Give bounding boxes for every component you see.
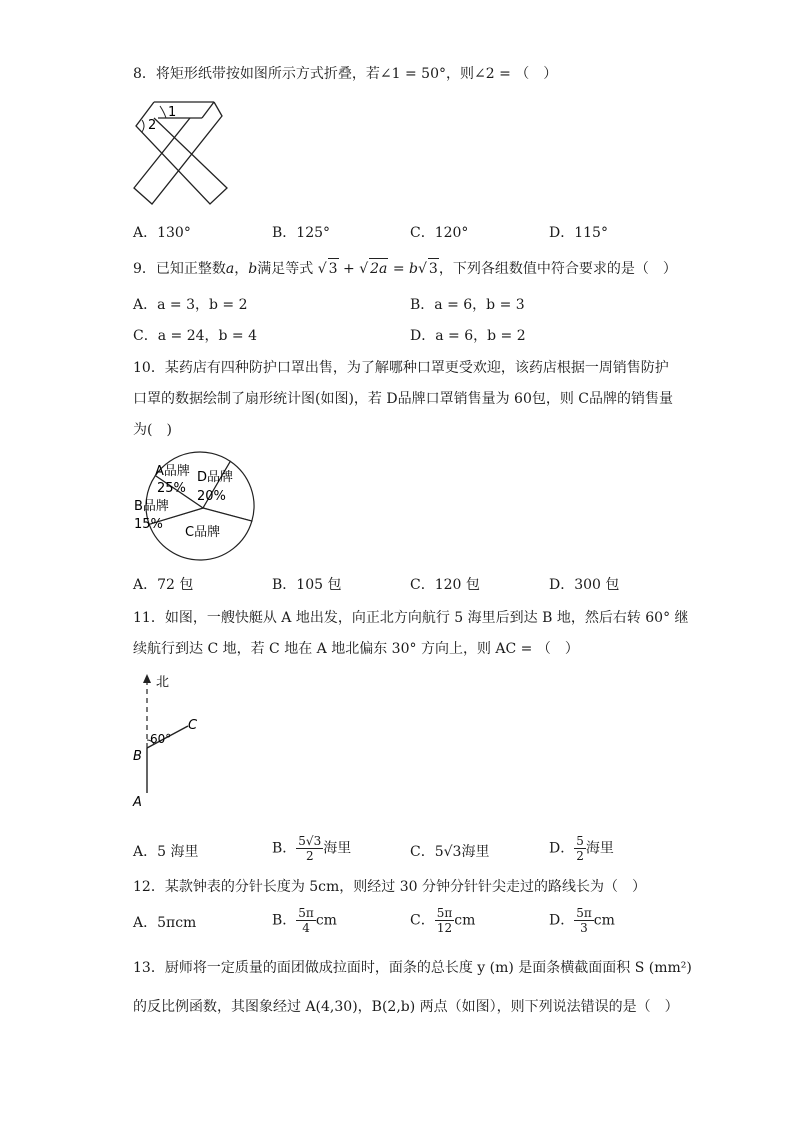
q10-stem-line3: 为( ): [133, 422, 172, 438]
q10-option-c[interactable]: C．120 包: [410, 577, 480, 593]
q10-stem-line2: 口罩的数据绘制了扇形统计图(如图)，若 D品牌口罩销售量为 60包，则 C品牌的销售量: [133, 391, 674, 407]
pie-label-d: D品牌: [197, 470, 234, 485]
q8-stem: 8．将矩形纸带按如图所示方式折叠，若∠1 = 50°，则∠2 = （ ）: [133, 66, 558, 82]
q9-stem: 9．已知正整数a，b满足等式 √ 3 + √ 2a = b√ 3，下列各组数值中符合要求的是（ ）: [133, 258, 677, 279]
q11-option-c[interactable]: C．5√3海里: [410, 844, 490, 860]
q9-option-c[interactable]: C．a = 24，b = 4: [133, 328, 258, 344]
q11-option-b[interactable]: B． $\frac{5√3}{2}$ 海里: [272, 834, 352, 863]
q10-option-b[interactable]: B．105 包: [272, 577, 342, 593]
q9-option-b[interactable]: B．a = 6，b = 3: [410, 297, 525, 313]
q12-option-d[interactable]: D． $\frac{5\pi}{3}$ cm: [549, 906, 615, 935]
pie-label-b: B品牌: [134, 499, 169, 514]
pie-value-b: 15%: [134, 517, 163, 532]
q10-option-d[interactable]: D．300 包: [549, 577, 620, 593]
q8-option-a[interactable]: A．130°: [133, 225, 191, 241]
pie-label-c: C品牌: [185, 525, 221, 540]
q9-option-a[interactable]: A．a = 3，b = 2: [133, 297, 248, 313]
pie-value-d: 20%: [197, 489, 226, 504]
q10-pie-chart: [130, 448, 270, 570]
q12-option-b[interactable]: B． $\frac{5\pi}{4}$ cm: [272, 906, 337, 935]
north-label: 北: [156, 675, 170, 690]
q11-option-d[interactable]: D． $\frac{5}{2}$ 海里: [549, 834, 614, 863]
point-b-label: B: [133, 749, 142, 764]
pie-value-a: 25%: [157, 481, 186, 496]
q12-stem: 12．某款钟表的分针长度为 5cm，则经过 30 分钟分针针尖走过的路线长为（ ）: [133, 879, 647, 895]
angle-1-label: 1: [168, 105, 177, 120]
q11-stem-line2: 续航行到达 C 地，若 C 地在 A 地北偏东 30° 方向上，则 AC = （ ）: [133, 641, 579, 657]
point-a-label: A: [133, 795, 142, 810]
q11-stem-line1: 11．如图，一艘快艇从 A 地出发，向正北方向航行 5 海里后到达 B 地，然后右转 60° 继: [133, 610, 689, 626]
angle-2-label: 2: [148, 118, 157, 133]
q8-figure: [130, 96, 230, 208]
q11-option-a[interactable]: A．5 海里: [133, 844, 199, 860]
q10-stem-line1: 10．某药店有四种防护口罩出售，为了解哪种口罩更受欢迎，该药店根据一周销售防护: [133, 360, 669, 376]
q8-option-b[interactable]: B．125°: [272, 225, 331, 241]
pie-label-a: A品牌: [155, 464, 190, 479]
q10-option-a[interactable]: A．72 包: [133, 577, 194, 593]
q8-option-d[interactable]: D．115°: [549, 225, 608, 241]
q12-option-c[interactable]: C． $\frac{5\pi}{12}$ cm: [410, 906, 476, 935]
q13-stem-line2: 的反比例函数，其图象经过 A(4,30)，B(2,b) 两点（如图），则下列说法错误的是（ ）: [133, 999, 679, 1015]
q8-option-c[interactable]: C．120°: [410, 225, 469, 241]
q13-stem-line1: 13．厨师将一定质量的面团做成拉面时，面条的总长度 y (m) 是面条横截面面积 S (mm²): [133, 960, 692, 976]
angle-60-label: 60°: [150, 732, 172, 746]
q11-figure: [128, 668, 218, 813]
q12-option-a[interactable]: A．5πcm: [133, 915, 197, 931]
point-c-label: C: [188, 718, 198, 733]
q9-option-d[interactable]: D．a = 6，b = 2: [410, 328, 526, 344]
